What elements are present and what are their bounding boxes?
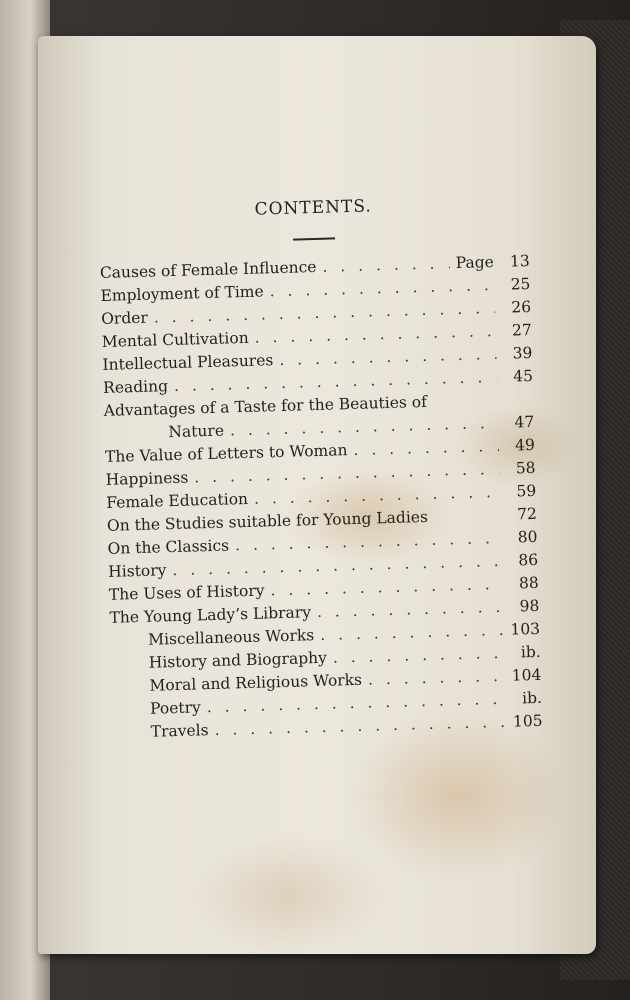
- toc-entry-page: 105: [512, 711, 543, 731]
- toc-entry-page: 104: [511, 665, 542, 685]
- toc-entry-title: Order: [100, 308, 149, 328]
- toc-entry-title: Miscellaneous Works: [147, 626, 315, 649]
- toc-entry-page: 27: [511, 320, 532, 340]
- book-page: [38, 36, 596, 954]
- toc-entry-title: The Value of Letters to Woman: [104, 441, 348, 466]
- page-label: Page: [455, 252, 495, 273]
- toc-entry-page: 72: [516, 504, 538, 524]
- toc-entry-title: Reading: [102, 377, 169, 397]
- toc-entry-page: [504, 404, 534, 405]
- contents-heading: CONTENTS.: [254, 196, 373, 220]
- toc-entry-title: Intellectual Pleasures: [102, 351, 274, 374]
- toc-entry-title: History: [108, 561, 167, 581]
- toc-entry-title: The Young Lady’s Library: [109, 603, 312, 627]
- toc-entry-page: 26: [511, 297, 532, 317]
- toc-entry-title: Employment of Time: [100, 282, 264, 305]
- toc-entry-page: 39: [512, 343, 533, 363]
- toc-entry-page: ib.: [520, 642, 541, 662]
- toc-entry-title: Travels: [150, 721, 209, 741]
- toc-entry-page: 13: [509, 251, 531, 271]
- toc-entry-page: 58: [515, 458, 536, 478]
- toc-entry-title: On the Classics: [107, 536, 230, 558]
- toc-entry-page: ib.: [521, 688, 543, 708]
- toc-entry-title: Female Education: [106, 489, 249, 512]
- toc-entry-page: 103: [510, 619, 541, 639]
- toc-entry-page: 88: [518, 573, 540, 593]
- toc-entry-page: 86: [518, 550, 539, 570]
- toc-entry-title: Poetry: [149, 698, 202, 718]
- toc-entry-title: History and Biography: [148, 648, 328, 672]
- toc-entry-title: Advantages of a Taste for the Beauties of: [103, 392, 428, 420]
- toc-entry-page: 45: [512, 366, 534, 386]
- toc-entry-title: On the Studies suitable for Young Ladies: [106, 507, 429, 535]
- toc-entry-title: Happiness: [105, 468, 189, 489]
- toc-entry-page: 98: [519, 596, 540, 616]
- toc-entry-page: 80: [517, 527, 538, 547]
- toc-list: [100, 250, 543, 745]
- toc-entry-title: Mental Cultivation: [101, 328, 249, 351]
- toc-entry-page: 49: [514, 435, 536, 455]
- toc-entry-page: 25: [510, 274, 531, 294]
- toc-entry-title: Moral and Religious Works: [149, 670, 363, 695]
- heading-rule: [293, 237, 335, 240]
- toc-entry-title: Nature: [168, 421, 225, 442]
- toc-entry-page: 59: [516, 481, 537, 501]
- toc-entry-title: The Uses of History: [108, 581, 265, 604]
- toc-entry-page: 47: [514, 412, 535, 432]
- contents-block: [98, 192, 543, 745]
- toc-entry-title: Causes of Female Influence: [99, 257, 317, 282]
